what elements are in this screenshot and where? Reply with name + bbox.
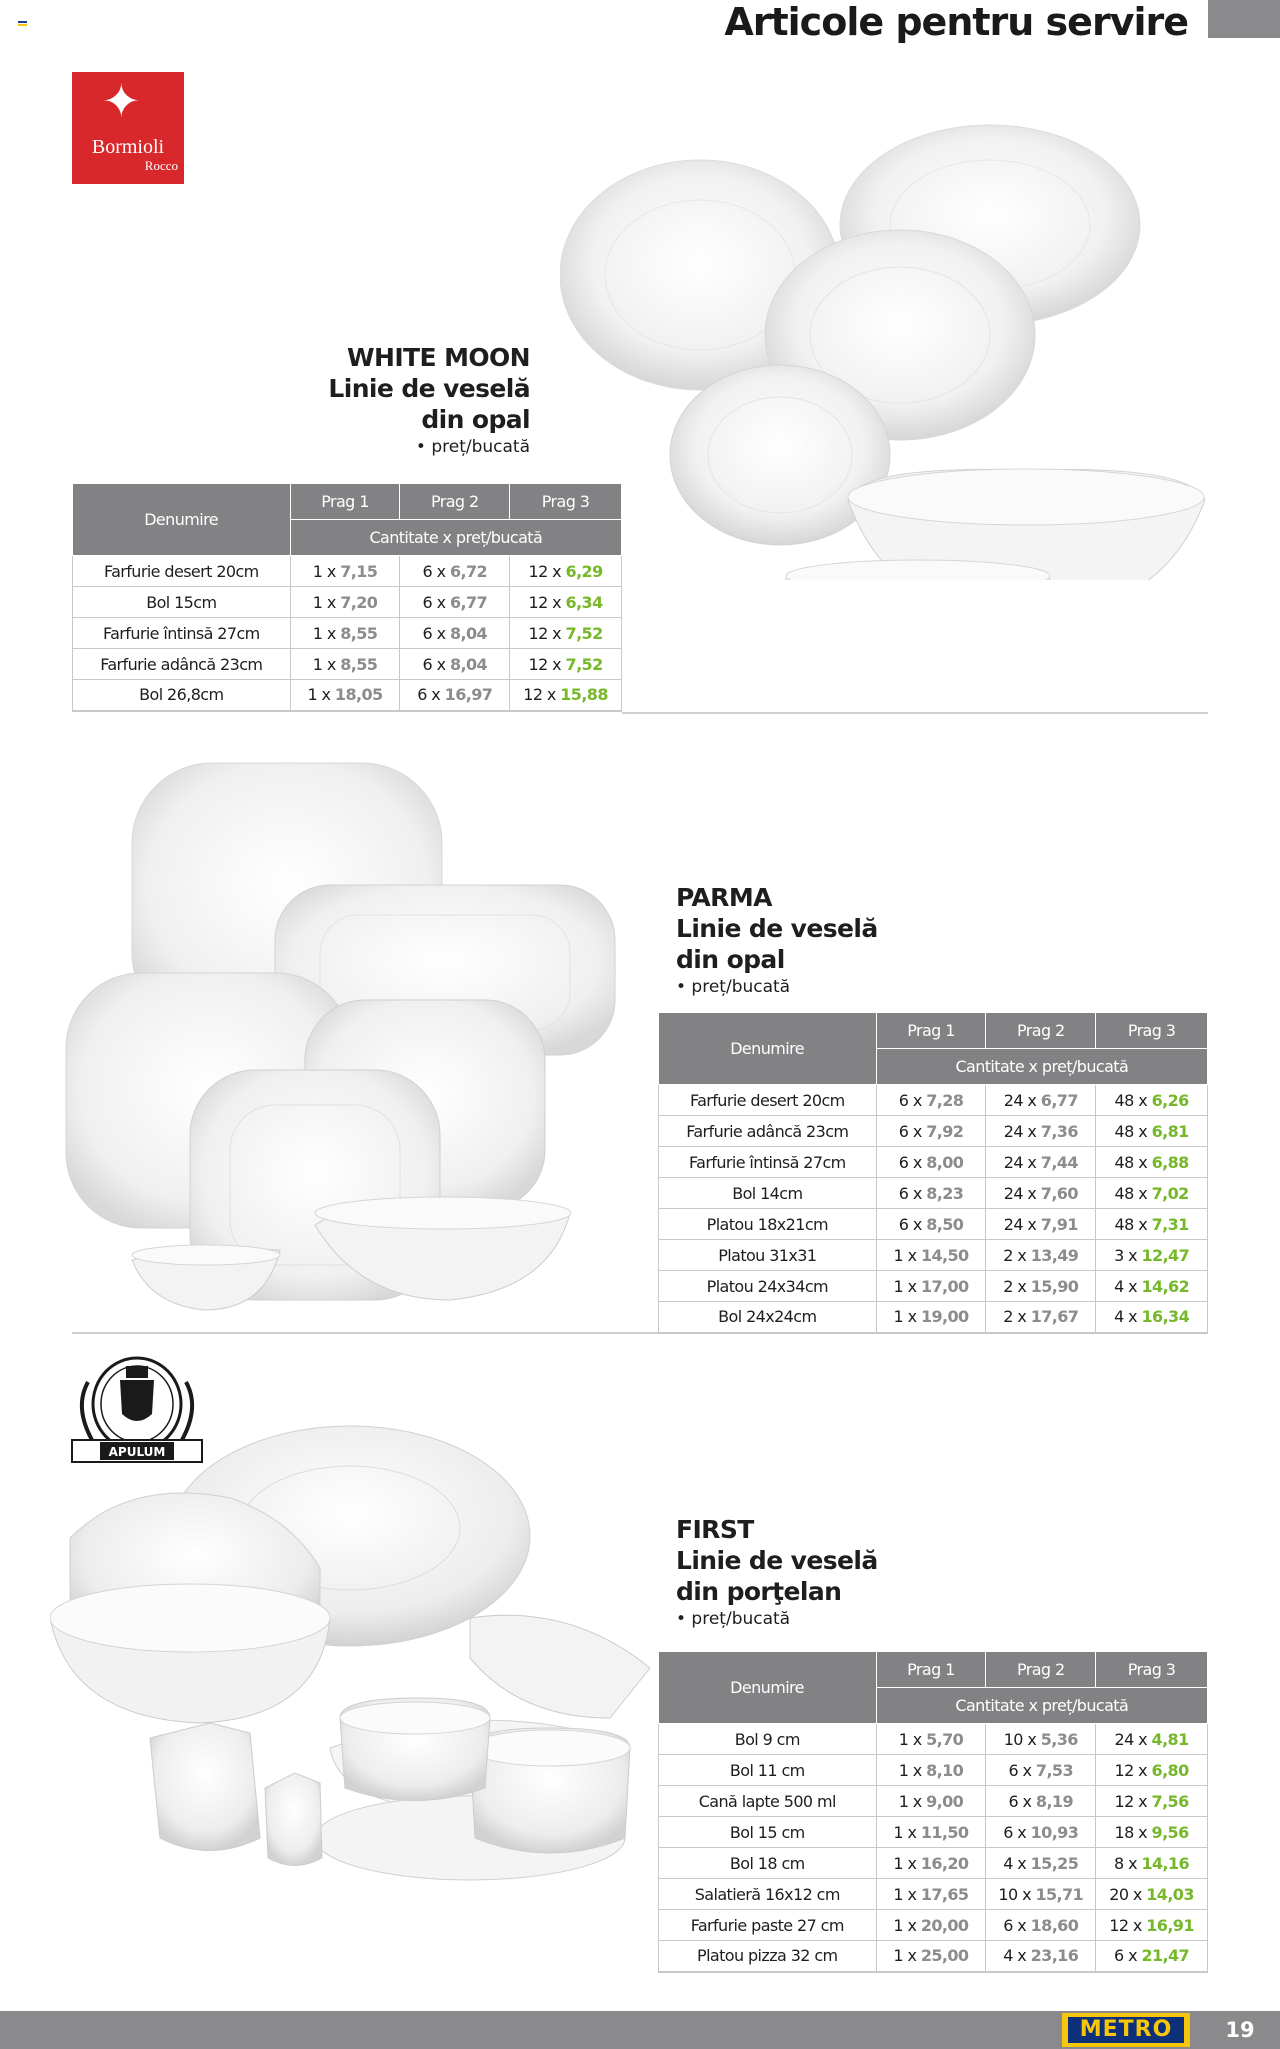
tier2-cell: 2 x 17,67 <box>986 1302 1096 1333</box>
tier2-cell: 24 x 7,36 <box>986 1116 1096 1147</box>
tier3-cell: 12 x 7,52 <box>510 649 622 680</box>
tier1-cell: 6 x 8,50 <box>876 1209 986 1240</box>
parma-price-table <box>658 1012 1208 1334</box>
tier1-cell: 1 x 16,20 <box>876 1848 986 1879</box>
tier3-cell: 20 x 14,03 <box>1096 1879 1208 1910</box>
table-row <box>659 1848 1208 1879</box>
table-row <box>659 1755 1208 1786</box>
item-name: Bol 14cm <box>659 1178 877 1209</box>
item-name: Farfurie adâncă 23cm <box>73 649 291 680</box>
page-number: 19 <box>1225 2018 1255 2042</box>
tier1-cell: 1 x 8,55 <box>290 649 400 680</box>
table-row <box>73 649 622 680</box>
table-row <box>73 618 622 649</box>
tier1-cell: 1 x 8,55 <box>290 618 400 649</box>
tier3-cell: 4 x 16,34 <box>1096 1302 1208 1333</box>
tier3-cell: 12 x 6,80 <box>1096 1755 1208 1786</box>
table-row <box>659 1786 1208 1817</box>
product-name: FIRST <box>676 1515 754 1544</box>
tier2-cell: 6 x 8,19 <box>986 1786 1096 1817</box>
item-name: Bol 9 cm <box>659 1724 877 1755</box>
item-name: Cană lapte 500 ml <box>659 1786 877 1817</box>
header-denumire: Denumire <box>659 1652 877 1724</box>
item-name: Platou 18x21cm <box>659 1209 877 1240</box>
table-row <box>659 1879 1208 1910</box>
apulum-logo-text: APULUM <box>108 1445 166 1459</box>
tier3-cell: 48 x 6,81 <box>1096 1116 1208 1147</box>
tier1-cell: 1 x 9,00 <box>876 1786 986 1817</box>
tier2-cell: 24 x 7,44 <box>986 1147 1096 1178</box>
tier2-cell: 24 x 7,91 <box>986 1209 1096 1240</box>
tier1-cell: 1 x 17,00 <box>876 1271 986 1302</box>
tier2-cell: 2 x 15,90 <box>986 1271 1096 1302</box>
tier2-cell: 2 x 13,49 <box>986 1240 1096 1271</box>
header-prag2: Prag 2 <box>986 1652 1096 1688</box>
item-name: Bol 24x24cm <box>659 1302 877 1333</box>
tier3-cell: 48 x 7,31 <box>1096 1209 1208 1240</box>
item-name: Bol 15cm <box>73 587 291 618</box>
item-name: Bol 26,8cm <box>73 680 291 711</box>
table-row <box>659 1240 1208 1271</box>
product-line1: Linie de veselă <box>328 374 530 403</box>
table-row <box>659 1116 1208 1147</box>
product-line1: Linie de veselă <box>676 914 878 943</box>
tier2-cell: 24 x 6,77 <box>986 1085 1096 1116</box>
table-row <box>659 1724 1208 1755</box>
header-prag3: Prag 3 <box>1096 1013 1208 1049</box>
table-row <box>73 556 622 587</box>
tier3-cell: 18 x 9,56 <box>1096 1817 1208 1848</box>
table-row <box>659 1302 1208 1333</box>
tier1-cell: 6 x 8,23 <box>876 1178 986 1209</box>
header-prag2: Prag 2 <box>400 484 510 520</box>
header-prag3: Prag 3 <box>510 484 622 520</box>
item-name: Farfurie adâncă 23cm <box>659 1116 877 1147</box>
item-name: Platou pizza 32 cm <box>659 1941 877 1972</box>
product-line2: din porţelan <box>676 1577 842 1606</box>
product-line2: din opal <box>676 945 785 974</box>
tier1-cell: 1 x 19,00 <box>876 1302 986 1333</box>
tier2-cell: 6 x 16,97 <box>400 680 510 711</box>
header-denumire: Denumire <box>659 1013 877 1085</box>
tier3-cell: 48 x 7,02 <box>1096 1178 1208 1209</box>
tier2-cell: 6 x 10,93 <box>986 1817 1096 1848</box>
page-title: Articole pentru servire <box>724 0 1188 44</box>
table-row <box>73 587 622 618</box>
tier1-cell: 1 x 8,10 <box>876 1755 986 1786</box>
tier1-cell: 1 x 14,50 <box>876 1240 986 1271</box>
tier3-cell: 12 x 7,56 <box>1096 1786 1208 1817</box>
tier2-cell: 10 x 15,71 <box>986 1879 1096 1910</box>
tier3-cell: 4 x 14,62 <box>1096 1271 1208 1302</box>
tier1-cell: 1 x 18,05 <box>290 680 400 711</box>
tier3-cell: 12 x 15,88 <box>510 680 622 711</box>
table-row <box>659 1147 1208 1178</box>
bormioli-rocco-logo <box>72 72 184 184</box>
table-row <box>659 1271 1208 1302</box>
item-name: Farfurie paste 27 cm <box>659 1910 877 1941</box>
section-divider <box>72 1332 658 1334</box>
header-qty-price: Cantitate x preț/bucată <box>290 520 621 556</box>
tier1-cell: 1 x 25,00 <box>876 1941 986 1972</box>
bormioli-logo-name: Bormioli <box>91 136 165 158</box>
item-name: Farfurie desert 20cm <box>73 556 291 587</box>
tier1-cell: 6 x 7,28 <box>876 1085 986 1116</box>
tier1-cell: 1 x 7,20 <box>290 587 400 618</box>
product-name: WHITE MOON <box>347 343 530 372</box>
parma-dishes-image <box>60 755 640 1315</box>
table-row <box>659 1817 1208 1848</box>
metro-logo-text: METRO <box>1068 2017 1184 2043</box>
section-divider <box>622 712 1208 714</box>
romanian-flag-icon <box>18 21 27 28</box>
tier1-cell: 6 x 7,92 <box>876 1116 986 1147</box>
price-note: • preț/bucată <box>415 437 530 457</box>
tier3-cell: 48 x 6,88 <box>1096 1147 1208 1178</box>
tier3-cell: 12 x 16,91 <box>1096 1910 1208 1941</box>
tier3-cell: 48 x 6,26 <box>1096 1085 1208 1116</box>
table-row <box>659 1941 1208 1972</box>
table-row <box>659 1209 1208 1240</box>
first-porcelain-image <box>50 1418 660 1888</box>
tier2-cell: 4 x 15,25 <box>986 1848 1096 1879</box>
tier2-cell: 6 x 8,04 <box>400 649 510 680</box>
tier1-cell: 1 x 5,70 <box>876 1724 986 1755</box>
tier3-cell: 12 x 7,52 <box>510 618 622 649</box>
white-moon-dishes-image <box>560 120 1210 580</box>
table-row <box>659 1910 1208 1941</box>
metro-logo <box>1062 2013 1190 2047</box>
product-line2: din opal <box>421 405 530 434</box>
tier1-cell: 1 x 20,00 <box>876 1910 986 1941</box>
tier2-cell: 6 x 7,53 <box>986 1755 1096 1786</box>
tier2-cell: 6 x 18,60 <box>986 1910 1096 1941</box>
tier3-cell: 3 x 12,47 <box>1096 1240 1208 1271</box>
tier3-cell: 12 x 6,34 <box>510 587 622 618</box>
tier3-cell: 8 x 14,16 <box>1096 1848 1208 1879</box>
header-prag2: Prag 2 <box>986 1013 1096 1049</box>
header-qty-price: Cantitate x preț/bucată <box>876 1688 1207 1724</box>
item-name: Farfurie întinsă 27cm <box>73 618 291 649</box>
item-name: Farfurie întinsă 27cm <box>659 1147 877 1178</box>
tier1-cell: 1 x 17,65 <box>876 1879 986 1910</box>
product-name: PARMA <box>676 883 772 912</box>
tier1-cell: 1 x 7,15 <box>290 556 400 587</box>
title-tab-decoration <box>1208 0 1280 38</box>
tier2-cell: 6 x 6,77 <box>400 587 510 618</box>
header-qty-price: Cantitate x preț/bucată <box>876 1049 1207 1085</box>
table-row <box>659 1178 1208 1209</box>
tier2-cell: 6 x 8,04 <box>400 618 510 649</box>
tier3-cell: 24 x 4,81 <box>1096 1724 1208 1755</box>
sparkle-icon: ✦ <box>102 75 141 127</box>
item-name: Platou 24x34cm <box>659 1271 877 1302</box>
item-name: Farfurie desert 20cm <box>659 1085 877 1116</box>
first-price-table <box>658 1651 1208 1973</box>
header-prag1: Prag 1 <box>290 484 400 520</box>
tier3-cell: 6 x 21,47 <box>1096 1941 1208 1972</box>
parma-heading <box>676 882 976 997</box>
price-note: • preț/bucată <box>676 1609 791 1629</box>
bormioli-logo-sub: Rocco <box>144 158 178 173</box>
item-name: Bol 15 cm <box>659 1817 877 1848</box>
item-name: Bol 18 cm <box>659 1848 877 1879</box>
product-line1: Linie de veselă <box>676 1546 878 1575</box>
white-moon-heading <box>300 342 530 457</box>
tier3-cell: 12 x 6,29 <box>510 556 622 587</box>
table-row <box>659 1085 1208 1116</box>
white-moon-price-table <box>72 483 622 712</box>
header-prag3: Prag 3 <box>1096 1652 1208 1688</box>
header-denumire: Denumire <box>73 484 291 556</box>
tier2-cell: 10 x 5,36 <box>986 1724 1096 1755</box>
tier1-cell: 6 x 8,00 <box>876 1147 986 1178</box>
item-name: Salatieră 16x12 cm <box>659 1879 877 1910</box>
first-heading <box>676 1514 976 1629</box>
header-prag1: Prag 1 <box>876 1652 986 1688</box>
header-prag1: Prag 1 <box>876 1013 986 1049</box>
item-name: Bol 11 cm <box>659 1755 877 1786</box>
tier2-cell: 24 x 7,60 <box>986 1178 1096 1209</box>
price-note: • preț/bucată <box>676 977 791 997</box>
tier1-cell: 1 x 11,50 <box>876 1817 986 1848</box>
tier2-cell: 6 x 6,72 <box>400 556 510 587</box>
table-row <box>73 680 622 711</box>
item-name: Platou 31x31 <box>659 1240 877 1271</box>
tier2-cell: 4 x 23,16 <box>986 1941 1096 1972</box>
